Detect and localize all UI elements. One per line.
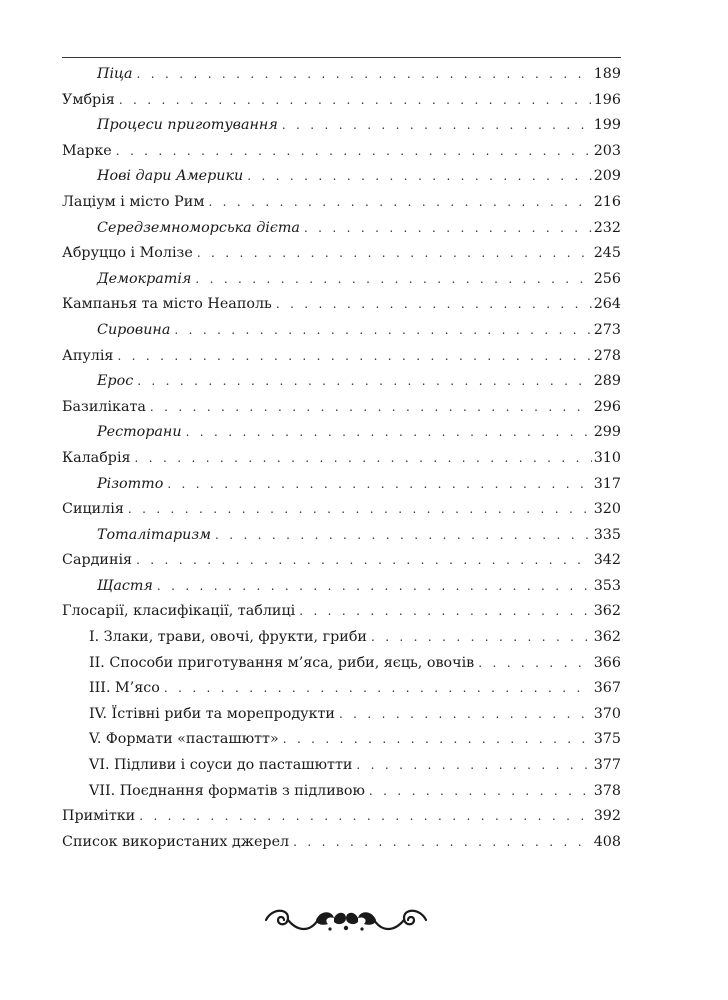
toc-entry [62,369,621,395]
dot-leader [150,395,592,421]
toc-entry-page-number: 342 [593,552,621,569]
toc-entry-title: Сицилія [62,501,124,518]
toc-entry-title: VII. Поєднання форматів з підливою [89,782,365,799]
dot-leader [116,139,592,165]
toc-entry [62,548,621,574]
toc-entry [62,574,621,600]
toc-entry-page-number: 377 [593,757,621,774]
toc-entry [62,702,621,728]
toc-entry [62,395,621,421]
dot-leader [139,804,591,830]
toc-entry-page-number: 362 [593,629,621,646]
toc-entry-page-number: 392 [593,808,621,825]
toc-entry-title: Абруццо і Молізе [62,245,193,262]
toc-entry-page-number: 256 [593,270,621,287]
dot-leader [304,216,592,242]
toc-entry [62,267,621,293]
toc-entry-page-number: 273 [593,321,621,338]
toc-entry-page-number: 366 [593,654,621,671]
toc-entry-page-number: 408 [593,833,621,850]
toc-entry-page-number: 310 [593,449,621,466]
dot-leader [215,523,592,549]
toc-entry-page-number: 209 [593,168,621,185]
toc-entry-title: Базиліката [62,398,146,415]
toc-entry-title: Список використаних джерел [62,833,290,850]
toc-entry [62,113,621,139]
toc-entry-page-number: 296 [593,398,621,415]
decorative-flourish-icon [258,902,434,938]
dot-leader [164,676,592,702]
toc-entry-page-number: 320 [593,501,621,518]
dot-leader [137,369,592,395]
dot-leader [186,420,592,446]
dot-leader [283,727,592,753]
toc-entry-page-number: 196 [593,91,621,108]
toc-entry-page-number: 203 [593,142,621,159]
dot-leader [478,651,591,677]
dot-leader [117,344,591,370]
toc-entry-title: Різотто [97,475,164,492]
toc-entry-title: Нові дари Америки [97,168,244,185]
toc-entry [62,753,621,779]
toc-entry [62,344,621,370]
dot-leader [197,241,592,267]
toc-entry-page-number: 278 [593,347,621,364]
toc-entry-page-number: 289 [593,373,621,390]
dot-leader [356,753,591,779]
toc-entry [62,62,621,88]
toc-entry-title: Щастя [97,577,153,594]
toc-entry [62,241,621,267]
dot-leader [135,446,592,472]
toc-entry-title: Ерос [97,373,134,390]
toc-entry [62,779,621,805]
toc-entry [62,830,621,856]
toc-entry [62,139,621,165]
toc-entry-title: III. М’ясо [89,680,160,697]
toc-entry-page-number: 317 [593,475,621,492]
dot-leader [137,62,592,88]
toc-entry-page-number: 335 [593,526,621,543]
toc-entry [62,497,621,523]
toc-entry-page-number: 367 [593,680,621,697]
dot-leader [282,113,592,139]
toc-entry [62,88,621,114]
top-rule [62,57,621,58]
toc-entry [62,190,621,216]
dot-leader [157,574,592,600]
toc-entry [62,727,621,753]
toc-entry-title: VI. Підливи і соуси до пасташютти [89,757,353,774]
toc-entry-page-number: 353 [593,577,621,594]
toc-entry-title: Апулія [62,347,114,364]
table-of-contents [62,62,621,855]
toc-entry-title: Сировина [97,321,171,338]
toc-entry-title: Демократія [97,270,192,287]
toc-entry-page-number: 299 [593,424,621,441]
toc-entry-page-number: 378 [593,782,621,799]
toc-entry-title: Піца [97,66,133,82]
toc-entry-page-number: 216 [593,193,621,210]
toc-entry-page-number: 375 [593,731,621,748]
toc-entry-title: Процеси приготування [97,117,278,134]
dot-leader [136,548,592,574]
dot-leader [339,702,592,728]
toc-entry-page-number: 264 [593,296,621,313]
toc-entry [62,472,621,498]
toc-entry [62,651,621,677]
toc-entry-title: Умбрія [62,91,115,108]
dot-leader [299,599,591,625]
dot-leader [167,472,591,498]
dot-leader [128,497,592,523]
toc-entry-title: Тоталітаризм [97,526,211,543]
toc-entry [62,599,621,625]
toc-entry-title: Сардинія [62,552,133,569]
toc-entry-title: Кампанья та місто Неаполь [62,296,272,313]
dot-leader [174,318,591,344]
dot-leader [119,88,592,114]
toc-entry-title: V. Формати «пасташютт» [89,731,279,748]
dot-leader [276,292,592,318]
dot-leader [195,267,591,293]
toc-entry [62,420,621,446]
toc-entry [62,625,621,651]
toc-entry-page-number: 199 [593,117,621,134]
dot-leader [369,779,592,805]
toc-entry-page-number: 362 [593,603,621,620]
toc-entry [62,318,621,344]
dot-leader [208,190,591,216]
toc-entry-title: II. Способи приготування м’яса, риби, яєць, овочів [89,654,475,671]
toc-entry-page-number: 370 [593,705,621,722]
toc-entry [62,804,621,830]
toc-entry-page-number: 189 [593,66,621,82]
toc-entry [62,446,621,472]
toc-entry-title: IV. Їстівні риби та морепродукти [89,705,335,722]
toc-entry-title: Середземноморська дієта [97,219,300,236]
toc-entry [62,676,621,702]
toc-entry-page-number: 232 [593,219,621,236]
toc-entry [62,292,621,318]
toc-entry [62,164,621,190]
toc-entry-page-number: 245 [593,245,621,262]
toc-entry-title: I. Злаки, трави, овочі, фрукти, гриби [89,629,367,646]
dot-leader [247,164,591,190]
toc-entry-title: Примітки [62,808,136,825]
toc-entry-title: Калабрія [62,449,131,466]
toc-entry-title: Лаціум і місто Рим [62,193,205,210]
toc-entry-title: Марке [62,142,112,159]
dot-leader [371,625,592,651]
toc-entry [62,216,621,242]
dot-leader [293,830,592,856]
toc-entry [62,523,621,549]
toc-entry-title: Глосарії, класифікації, таблиці [62,603,296,620]
toc-entry-title: Ресторани [97,424,182,441]
